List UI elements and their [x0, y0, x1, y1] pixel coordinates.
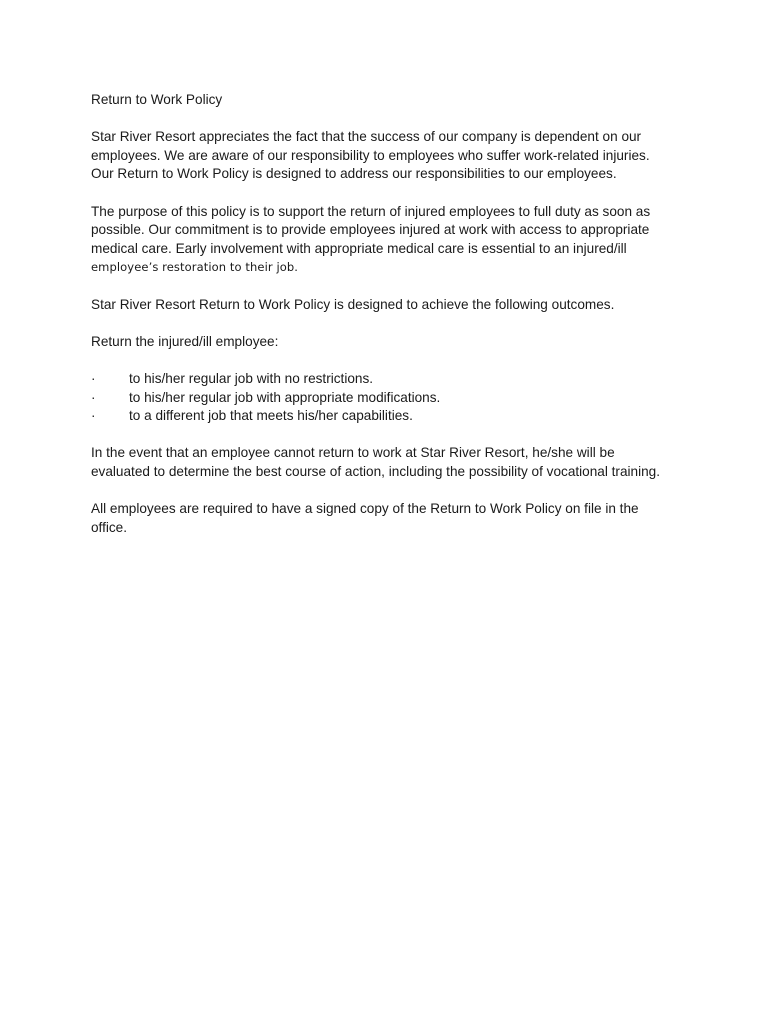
list-item-text: to his/her regular job with appropriate modifications. — [129, 389, 441, 405]
text-line: evaluated to determine the best course of action, including the possibility of vocational training. — [91, 463, 661, 479]
list-item — [91, 389, 691, 408]
text-line: medical care. Early involvement with appropriate medical care is essential to an injured/ill — [91, 240, 627, 256]
paragraph-vocational — [91, 444, 691, 481]
paragraph-outcomes: Star River Resort Return to Work Policy is designed to achieve the following outcomes. — [91, 296, 615, 312]
list-item — [91, 370, 691, 389]
document-title: Return to Work Policy — [91, 92, 223, 107]
text-line: Star River Resort appreciates the fact that the success of our company is dependent on our — [91, 129, 642, 145]
list-item-text: to his/her regular job with no restrictions. — [129, 370, 374, 386]
bullet-icon: · — [91, 389, 96, 405]
bullet-icon: · — [91, 408, 96, 424]
list-item-text: to a different job that meets his/her capabilities. — [129, 408, 413, 424]
paragraph-purpose — [91, 203, 691, 277]
paragraph-signed-copy — [91, 500, 691, 537]
list-item — [91, 407, 691, 426]
document-body — [91, 91, 691, 556]
list-intro: Return the injured/ill employee: — [91, 333, 279, 349]
text-line: employee’s restoration to their job. — [91, 260, 299, 275]
text-line: Our Return to Work Policy is designed to address our responsibilities to our employees. — [91, 166, 617, 182]
outcome-list — [91, 370, 691, 426]
text-line: In the event that an employee cannot return to work at Star River Resort, he/she will be — [91, 445, 615, 461]
text-line: The purpose of this policy is to support the return of injured employees to full duty as soon as — [91, 203, 651, 219]
paragraph-appreciation — [91, 128, 691, 184]
text-line: possible. Our commitment is to provide employees injured at work with access to appropriate — [91, 222, 650, 238]
text-line: office. — [91, 519, 128, 535]
text-line: All employees are required to have a signed copy of the Return to Work Policy on file in the — [91, 501, 639, 517]
bullet-icon: · — [91, 370, 96, 386]
text-line: employees. We are aware of our responsibility to employees who suffer work-related injuries. — [91, 147, 650, 163]
